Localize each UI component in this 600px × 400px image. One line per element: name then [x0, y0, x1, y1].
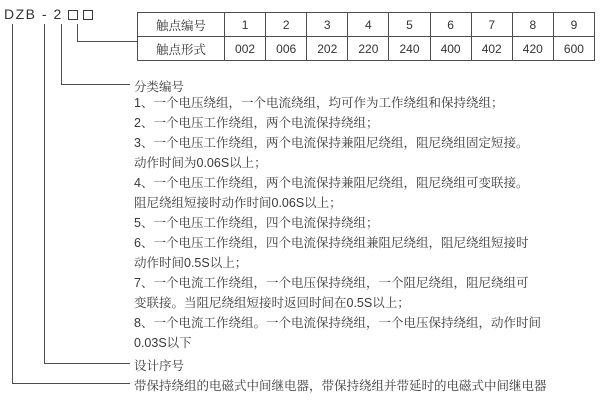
classification-list	[134, 93, 541, 353]
contact-number-cell: 5	[389, 13, 430, 37]
contact-number-cell: 7	[471, 13, 512, 37]
connector-description-line	[12, 24, 130, 384]
contact-number-cell: 8	[512, 13, 553, 37]
contact-number-header: 触点编号	[138, 13, 225, 37]
classification-line: 5、一个电压工作绕组，四个电流保持绕组；	[134, 216, 379, 230]
model-code-text: DZB - 2	[4, 6, 63, 22]
model-code	[4, 6, 93, 22]
model-placeholder-box	[83, 10, 93, 20]
relay-description: 带保持绕组的电磁式中间继电器，带保持绕组并带延时的电磁式中间继电器	[134, 379, 547, 393]
classification-line: 3、一个电压工作绕组，两个电流保持兼阻尼绕组，阻尼绕组固定短接。	[134, 136, 529, 150]
classification-line: 0.03S以下	[134, 336, 192, 350]
contact-number-cell: 6	[430, 13, 471, 37]
contact-table	[137, 12, 595, 61]
classification-line: 7、一个电流工作绕组，一个电压保持绕组，一个阻尼绕组，阻尼绕组可	[134, 276, 529, 290]
contact-form-cell: 400	[430, 37, 471, 61]
contact-number-cell: 4	[348, 13, 389, 37]
model-placeholder-box	[68, 10, 78, 20]
contact-form-row	[138, 37, 595, 61]
contact-number-cell: 1	[225, 13, 266, 37]
design-serial-label: 设计序号	[134, 359, 185, 373]
contact-form-cell: 202	[307, 37, 348, 61]
classification-line: 8、一个电流工作绕组。一个电流保持绕组，一个电压保持绕组，动作时间	[134, 316, 541, 330]
classification-line: 4、一个电压工作绕组，两个电流保持兼阻尼绕组，阻尼绕组可变联接。	[134, 176, 529, 190]
classification-line: 动作时间0.5S以上；	[134, 256, 248, 270]
contact-form-cell: 420	[512, 37, 553, 61]
classification-line: 阻尼绕组短接时动作时间0.06S以上；	[134, 196, 342, 210]
contact-form-cell: 220	[348, 37, 389, 61]
contact-form-cell: 002	[225, 37, 266, 61]
contact-number-cell: 3	[307, 13, 348, 37]
contact-number-cell: 9	[553, 13, 594, 37]
classification-line: 动作时间为0.06S以上；	[134, 156, 267, 170]
contact-form-header: 触点形式	[138, 37, 225, 61]
classification-line: 1、一个电压绕组，一个电流绕组，均可作为工作绕组和保持绕组；	[134, 96, 504, 110]
contact-form-cell: 600	[553, 37, 594, 61]
contact-number-cell: 2	[266, 13, 307, 37]
contact-form-cell: 240	[389, 37, 430, 61]
classification-line: 变联接。当阻尼绕组短接时返回时间在0.5S以上；	[134, 296, 410, 310]
model-placeholder-boxes	[63, 6, 93, 22]
classification-label: 分类编号	[134, 80, 185, 94]
contact-form-cell: 402	[471, 37, 512, 61]
contact-form-cell: 006	[266, 37, 307, 61]
classification-line: 2、一个电压工作绕组，两个电流保持绕组；	[134, 116, 379, 130]
classification-line: 6、一个电压工作绕组，四个电流保持绕组兼阻尼绕组，阻尼绕组短接时	[134, 236, 529, 250]
contact-number-row	[138, 13, 595, 37]
